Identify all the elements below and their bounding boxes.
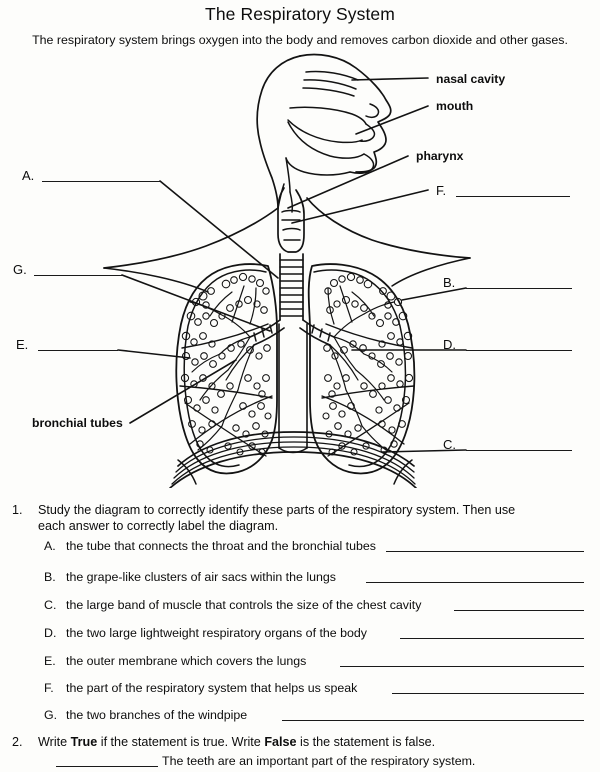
diagram-blank-line-a[interactable]	[42, 181, 160, 182]
diagram-blank-letter-e: E.	[16, 337, 29, 352]
diagram-blank-line-b[interactable]	[466, 288, 572, 289]
diagram-blank-letter-d: D.	[443, 337, 456, 352]
item-f-text: the part of the respiratory system that helps us speak	[66, 681, 358, 695]
question-2-false-word: False	[264, 735, 297, 749]
diagram-label-mouth: mouth	[436, 99, 474, 113]
question-2-answer-line[interactable]	[56, 766, 158, 767]
item-b-answer-line[interactable]	[366, 582, 584, 583]
item-d-answer-line[interactable]	[400, 638, 584, 639]
item-a-letter: A.	[44, 539, 56, 553]
diagram-blank-line-g[interactable]	[34, 275, 122, 276]
item-c-text: the large band of muscle that controls the size of the chest cavity	[66, 598, 422, 612]
question-1-prompt-line2: each answer to correctly label the diagram.	[38, 518, 279, 533]
diagram-blank-line-f[interactable]	[456, 196, 570, 197]
item-d-letter: D.	[44, 626, 57, 640]
diagram-blank-letter-f: F.	[436, 183, 447, 198]
diagram-blank-line-d[interactable]	[466, 350, 572, 351]
question-2-statement: The teeth are an important part of the respiratory system.	[162, 754, 476, 768]
item-g-text: the two branches of the windpipe	[66, 708, 248, 722]
diagram-blank-letter-c: C.	[443, 437, 456, 452]
diagram-blank-letter-b: B.	[443, 275, 456, 290]
item-g-answer-line[interactable]	[282, 720, 584, 721]
item-a-text: the tube that connects the throat and the bronchial tubes	[66, 539, 376, 553]
diagram-label-bronchial-tubes: bronchial tubes	[32, 416, 123, 430]
item-c-letter: C.	[44, 598, 57, 612]
diagram-label-nasal-cavity: nasal cavity	[436, 72, 506, 86]
question-2-true-word: True	[70, 735, 98, 749]
question-2-number: 2.	[12, 735, 23, 749]
item-e-text: the outer membrane which covers the lungs	[66, 654, 307, 668]
item-b-text: the grape-like clusters of air sacs within the lungs	[66, 570, 336, 584]
diagram-label-pharynx: pharynx	[416, 149, 464, 163]
question-1-number: 1.	[12, 503, 23, 517]
diagram-blank-letter-a: A.	[22, 168, 35, 183]
question-2-prompt	[38, 735, 435, 751]
diagram-blank-line-c[interactable]	[466, 450, 572, 451]
item-e-answer-line[interactable]	[340, 666, 584, 667]
item-c-answer-line[interactable]	[454, 610, 584, 611]
question-2-prompt-part-b: if the statement is true. Write	[97, 735, 265, 749]
item-g-letter: G.	[44, 708, 58, 722]
item-f-letter: F.	[44, 681, 54, 695]
diagram-blank-line-e[interactable]	[38, 350, 118, 351]
item-e-letter: E.	[44, 654, 56, 668]
page-title: The Respiratory System	[205, 4, 395, 24]
question-2-prompt-part-a: Write	[38, 735, 71, 749]
item-d-text: the two large lightweight respiratory organs of the body	[66, 626, 367, 640]
item-a-answer-line[interactable]	[386, 551, 584, 552]
question-2-prompt-part-c: is the statement is false.	[296, 735, 436, 749]
item-f-answer-line[interactable]	[392, 693, 584, 694]
question-1-prompt-line1: Study the diagram to correctly identify these parts of the respiratory system. Then use	[38, 503, 516, 517]
item-b-letter: B.	[44, 570, 56, 584]
page-subtitle: The respiratory system brings oxygen into the body and removes carbon dioxide and other gases.	[32, 33, 568, 47]
diagram-blank-letter-g: G.	[13, 262, 27, 277]
